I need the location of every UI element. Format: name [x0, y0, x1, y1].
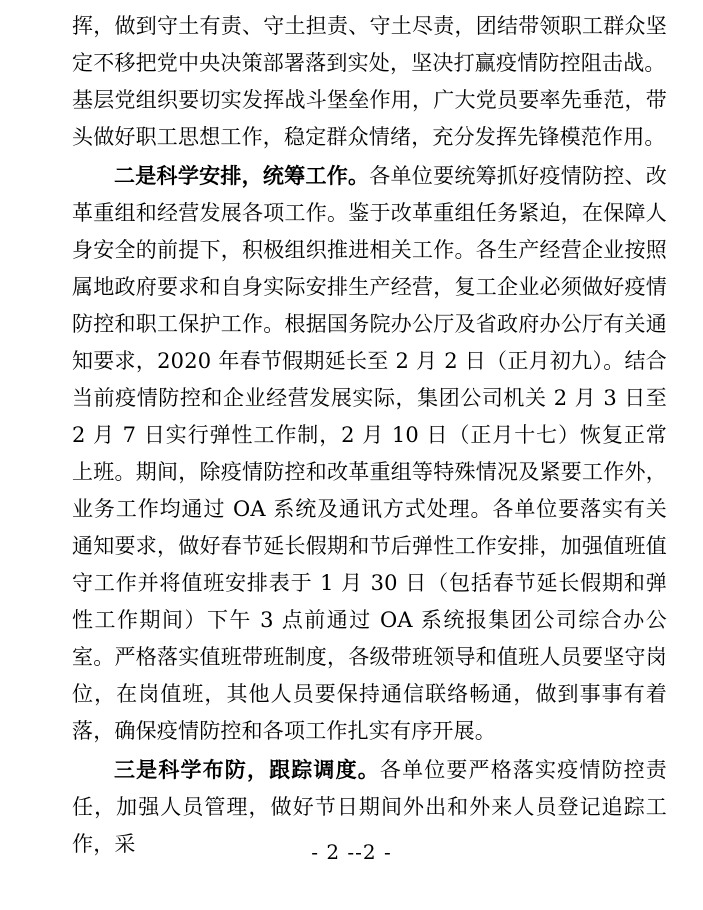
paragraph-item-two-heading: 二是科学安排，统筹工作。	[114, 163, 370, 188]
page-footer	[0, 840, 703, 864]
paragraph-grassroots: 基层党组织要切实发挥战斗堡垒作用，广大党员要率先垂范，带头做好职工思想工作，稳定群众情绪，充分发挥先锋模范作用。	[72, 88, 667, 149]
page-number: - 2 --2 -	[311, 840, 392, 864]
paragraph-item-three-body: 各单位要严格落实疫情防控责任，加强人员管理，做好节日期间外出和外来人员登记追踪工作，采	[72, 758, 667, 856]
document-body	[72, 8, 667, 863]
paragraph-item-two	[72, 157, 667, 750]
paragraph-item-two-body: 各单位要统筹抓好疫情防控、改革重组和经营发展各项工作。鉴于改革重组任务紧迫，在保障人身安全的前提下，积极组织推进相关工作。各生产经营企业按照属地政府要求和自身实际安排生产经营，复工企业必须做好疫情防控和职工保护工作。根据国务院办公厅及省政府办公厅有关通知要求，2020 年春节假期延长至 2 月 2 日（正月初九）。结合当前疫情防控和企业经营发展实际，集团公司机关 2 月 3 日至 2 月 7 日实行弹性工作制，2 月 10 日（正月十七）恢复正常上班。期间，除疫情防控和改革重组等特殊情况及紧要工作外，业务工作均通过 OA 系统及通讯方式处理。各单位要落实有关通知要求，做好春节延长假期和节后弹性工作安排，加强值班值守工作并将值班安排表于 1 月 30 日（包括春节延长假期和弹性工作期间）下午 3 点前通过 OA 系统报集团公司综合办公室。严格落实值班带班制度，各级带班领导和值班人员要坚守岗位，在岗值班，其他人员要保持通信联络畅通，做到事事有着落，确保疫情防控和各项工作扎实有序开展。	[72, 164, 667, 743]
paragraph-continued: 挥，做到守土有责、守土担责、守土尽责，团结带领职工群众坚定不移把党中央决策部署落到实处，坚决打赢疫情防控阻击战。	[72, 14, 667, 75]
paragraph-item-three-heading: 三是科学布防，跟踪调度。	[114, 757, 380, 782]
